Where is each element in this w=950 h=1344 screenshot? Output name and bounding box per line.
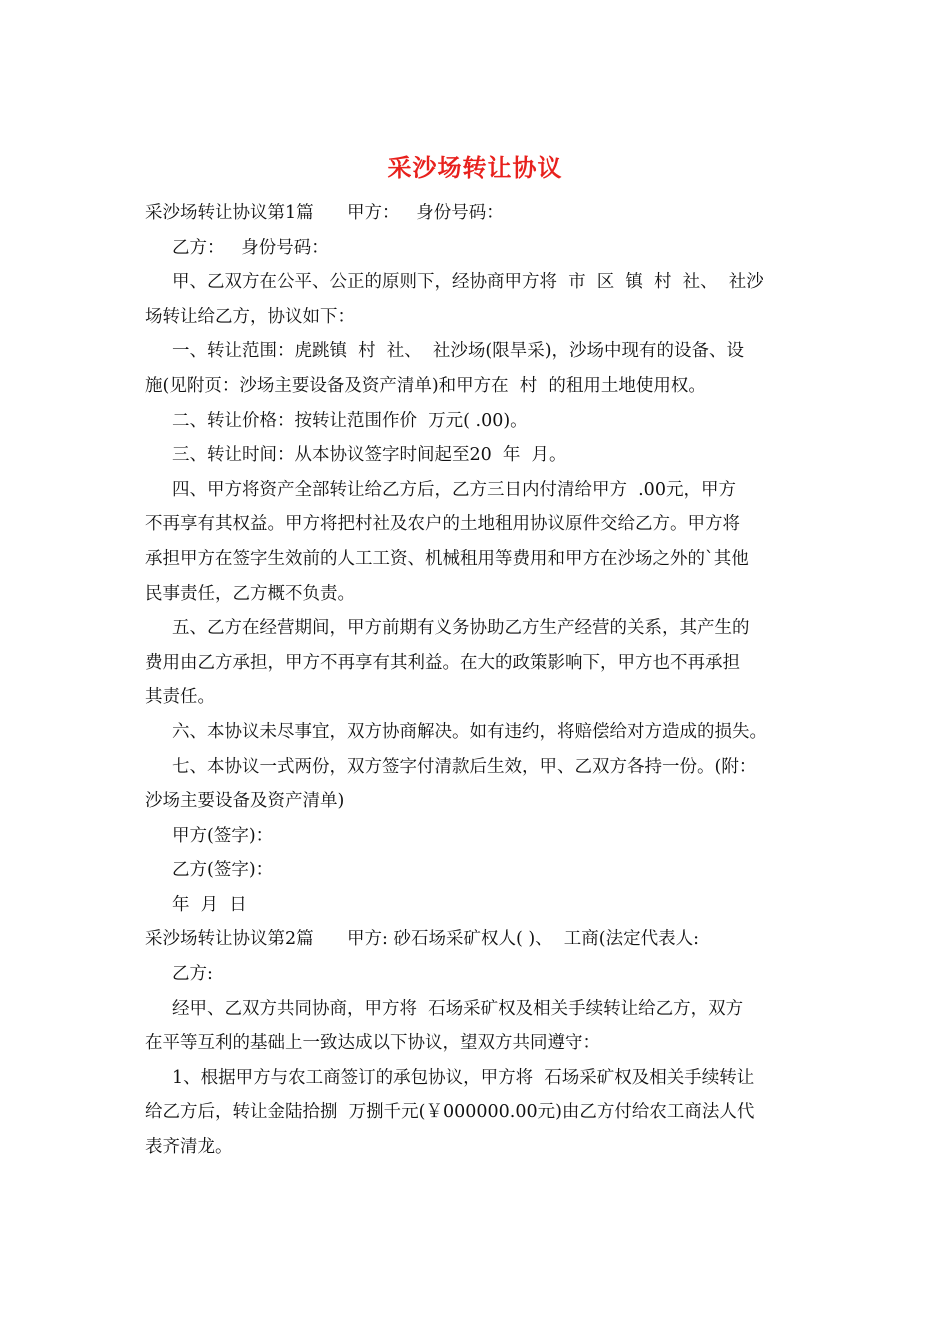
document-line: 二、转让价格：按转让范围作价 万元( .00)。 — [172, 410, 528, 431]
document-line: 民事责任，乙方概不负责。 — [145, 583, 355, 604]
document-line: 采沙场转让协议第2篇 甲方: 砂石场采矿权人( )、 工商(法定代表人: — [145, 929, 700, 950]
document-line: 给乙方后，转让金陆拾捌 万捌千元(￥000000.00元)由乙方付给农工商法人代 — [145, 1102, 755, 1123]
document-line: 施(见附页：沙场主要设备及资产清单)和甲方在 村 的租用土地使用权。 — [145, 375, 706, 396]
document-line: 三、转让时间：从本协议签字时间起至20 年 月。 — [172, 445, 567, 466]
document-line: 四、甲方将资产全部转让给乙方后，乙方三日内付清给甲方 .00元，甲方 — [172, 479, 736, 500]
document-line: 一、转让范围：虎跳镇 村 社、 社沙场(限旱采)，沙场中现有的设备、设 — [172, 341, 745, 362]
document-line: 年 月 日 — [172, 894, 247, 915]
document-line: 表齐清龙。 — [145, 1137, 233, 1158]
document-line: 采沙场转让协议第1篇 甲方： 身份号码： — [145, 203, 504, 223]
document-line: 七、本协议一式两份，双方签字付清款后生效，甲、乙双方各持一份。(附： — [172, 756, 757, 777]
document-line: 其责任。 — [145, 687, 215, 708]
document-line: 1、根据甲方与农工商签订的承包协议，甲方将 石场采矿权及相关手续转让 — [172, 1067, 755, 1088]
document-line: 在平等互利的基础上一致达成以下协议，望双方共同遵守： — [145, 1033, 600, 1054]
document-line: 甲、乙双方在公平、公正的原则下，经协商甲方将 市 区 镇 村 社、 社沙 — [172, 272, 764, 293]
document-line: 甲方(签字)： — [172, 825, 274, 846]
document-body — [145, 196, 817, 1165]
document-line: 承担甲方在签字生效前的人工工资、机械租用等费用和甲方在沙场之外的`其他 — [145, 548, 749, 569]
document-line: 经甲、乙双方共同协商，甲方将 石场采矿权及相关手续转让给乙方，双方 — [172, 998, 744, 1019]
document-title: 采沙场转让协议 — [387, 153, 563, 182]
document-line: 乙方(签字)： — [172, 860, 274, 881]
document-line: 五、乙方在经营期间，甲方前期有义务协助乙方生产经营的关系，其产生的 — [172, 618, 750, 639]
document-line: 费用由乙方承担，甲方不再享有其利益。在大的政策影响下，甲方也不再承担 — [145, 652, 740, 673]
document-line: 六、本协议未尽事宜，双方协商解决。如有违约，将赔偿给对方造成的损失。 — [172, 721, 767, 742]
document-line: 乙方: — [172, 964, 213, 985]
document-line: 乙方： 身份号码： — [172, 237, 329, 258]
document-line: 沙场主要设备及资产清单) — [145, 791, 345, 812]
document-line: 场转让给乙方，协议如下： — [145, 306, 355, 327]
document-line: 不再享有其权益。甲方将把村社及农户的土地租用协议原件交给乙方。甲方将 — [145, 514, 740, 535]
